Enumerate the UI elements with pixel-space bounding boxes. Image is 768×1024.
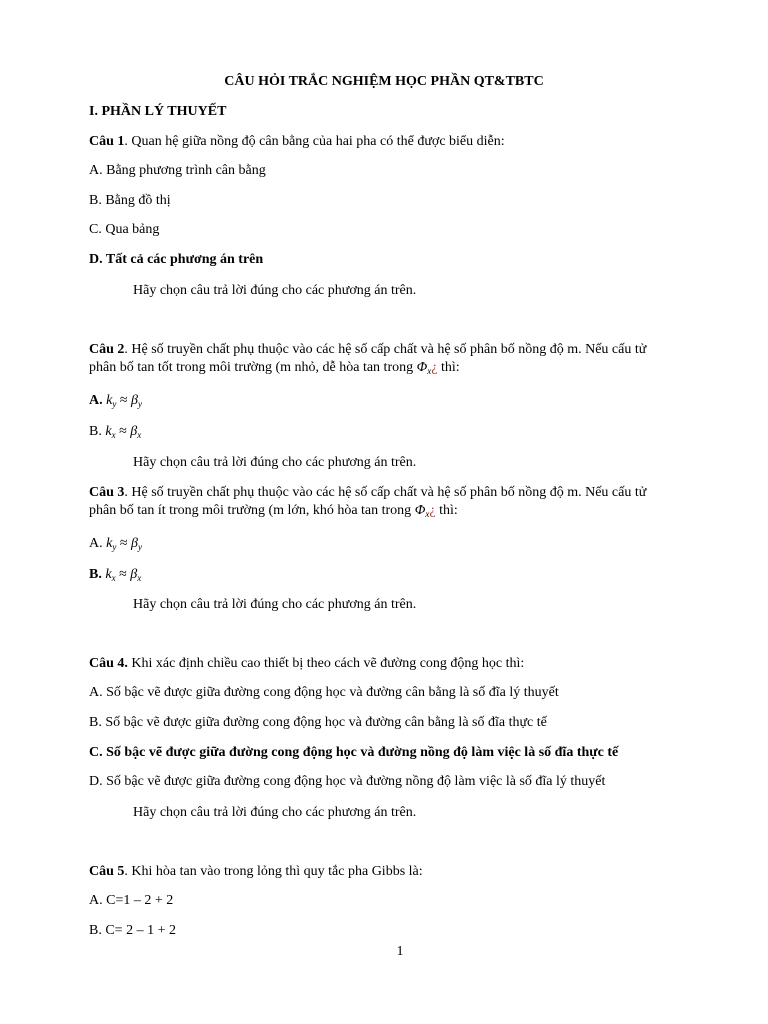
q2-prompt: Hãy chọn câu trả lời đúng cho các phương án trên. [133, 455, 417, 470]
q3-prompt: Hãy chọn câu trả lời đúng cho các phương án trên. [133, 597, 417, 612]
q4-option-d: D. Số bậc vẽ được giữa đường cong động học và đường nồng độ làm việc là số đĩa lý thuyết [89, 774, 606, 789]
question-3-cont [89, 502, 458, 523]
q4-option-b: B. Số bậc vẽ được giữa đường cong động học và đường cân bằng là số đĩa thực tế [89, 715, 547, 730]
q1-option-c: C. Qua bảng [89, 222, 160, 237]
q3-option-a: A. $k_y \approx \beta_y$ [89, 536, 143, 552]
question-1 [89, 133, 505, 151]
question-2 [89, 341, 646, 359]
question-text: phân bố tan tốt trong môi trường (m nhỏ, dễ hòa tan trong [89, 360, 414, 375]
question-text: Khi xác định chiều cao thiết bị theo cách vẽ đường cong động học thì: [127, 656, 525, 671]
q1-option-a: A. Bằng phương trình cân bằng [89, 163, 266, 178]
q1-option-b: B. Bằng đồ thị [89, 193, 171, 208]
question-label: Câu 1 [89, 134, 125, 149]
math-phi-x: $\Phi_x¿$ [416, 360, 438, 376]
question-text: . Hệ số truyền chất phụ thuộc vào các hệ số cấp chất và hệ số phân bố nồng độ m. Nếu cấu tử [124, 342, 647, 357]
q4-option-a: A. Số bậc vẽ được giữa đường cong động học và đường cân bằng là số đĩa lý thuyết [89, 685, 559, 700]
question-label: Câu 4. [89, 656, 128, 671]
question-text: thì: [441, 360, 460, 375]
question-label: Câu 3 [89, 485, 125, 500]
question-text: . Quan hệ giữa nồng độ cân bằng của hai pha có thể được biểu diễn: [124, 134, 505, 149]
question-text: . Hệ số truyền chất phụ thuộc vào các hệ số cấp chất và hệ số phân bố nồng độ m. Nếu cấu tử [124, 485, 647, 500]
document-title: CÂU HỎI TRẮC NGHIỆM HỌC PHẦN QT&TBTC [224, 74, 544, 89]
section-heading: I. PHẦN LÝ THUYẾT [89, 104, 227, 119]
q5-option-b: B. C= 2 – 1 + 2 [89, 923, 176, 938]
question-2-cont [89, 359, 460, 380]
math-phi-x: $\Phi_x¿$ [414, 503, 436, 519]
q1-prompt: Hãy chọn câu trả lời đúng cho các phương án trên. [133, 283, 417, 298]
question-text: thì: [439, 503, 458, 518]
question-4 [89, 655, 524, 673]
q2-option-a: A. $k_y \approx \beta_y$ [89, 393, 143, 409]
question-5 [89, 863, 423, 881]
q4-option-c: C. Số bậc vẽ được giữa đường cong động học và đường nồng độ làm việc là số đĩa thực tế [89, 745, 619, 760]
question-label: Câu 5 [89, 864, 125, 879]
page-number: 1 [396, 944, 404, 959]
question-3 [89, 484, 646, 502]
q4-prompt: Hãy chọn câu trả lời đúng cho các phương án trên. [133, 805, 417, 820]
question-label: Câu 2 [89, 342, 125, 357]
q1-option-d: D. Tất cả các phương án trên [89, 252, 264, 267]
question-text: . Khi hòa tan vào trong lỏng thì quy tắc pha Gibbs là: [124, 864, 423, 879]
q5-option-a: A. C=1 – 2 + 2 [89, 893, 174, 908]
q2-option-b: B. $k_x \approx \beta_x$ [89, 424, 142, 440]
q3-option-b: B. $k_x \approx \beta_x$ [89, 567, 142, 583]
question-text: phân bố tan ít trong môi trường (m lớn, khó hòa tan trong [89, 503, 412, 518]
